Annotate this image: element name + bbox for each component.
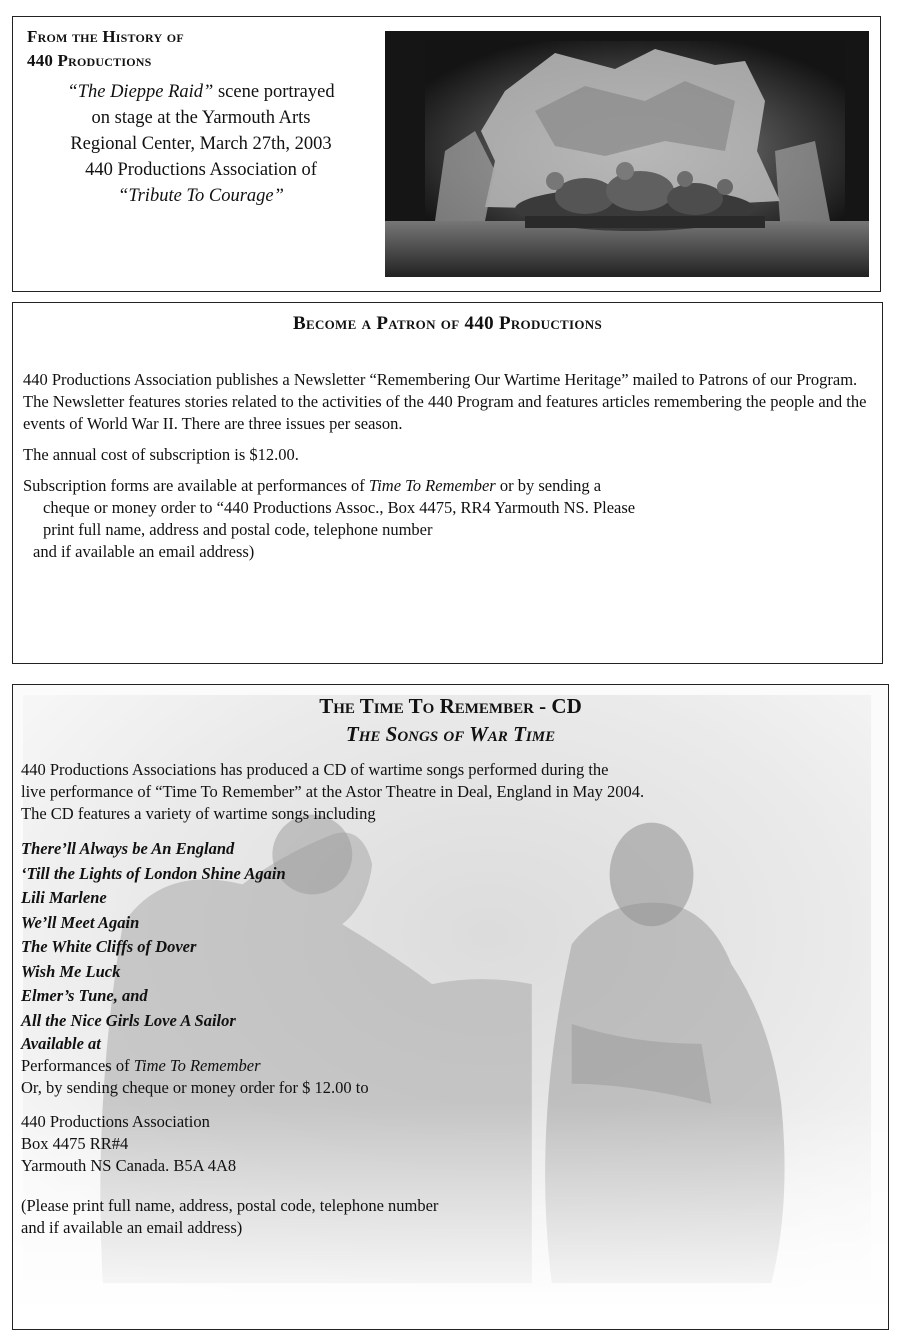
subs-line3: print full name, address and postal code, telephone number	[43, 520, 433, 539]
subs-line1-post: or by sending a	[495, 476, 602, 495]
list-item: The White Cliffs of Dover	[21, 937, 197, 956]
patron-para3	[23, 475, 873, 563]
patron-para1: 440 Productions Association publishes a Newsletter “Remembering Our Wartime Heritage” mailed to Patrons of our Program. The Newsletter features stories related to the activities of the 440 Program and features articles remembering the people and the events of World War II. There are three issues per season.	[23, 370, 867, 433]
patron-title: Become a Patron of 440 Productions	[293, 313, 602, 334]
address-line: Yarmouth NS Canada. B5A 4A8	[21, 1156, 237, 1175]
song-list	[21, 837, 881, 1033]
list-item: Lili Marlene	[21, 888, 107, 907]
stage-photo-art	[385, 31, 869, 277]
list-item: Wish Me Luck	[21, 961, 121, 981]
cd-panel	[12, 684, 889, 1330]
cd-intro-line2: live performance of “Time To Remember” at the Astor Theatre in Deal, England in May 2004.	[21, 782, 645, 801]
cd-subtitle: The Songs of War Time	[345, 722, 556, 746]
list-item: ‘Till the Lights of London Shine Again	[21, 863, 286, 883]
history-caption	[21, 79, 381, 209]
caption-line1-rest: scene portrayed	[213, 82, 335, 102]
history-title	[27, 25, 184, 73]
subs-line4: and if available an email address)	[33, 542, 255, 561]
cd-body	[21, 759, 881, 1239]
list-item: All the Nice Girls Love A Sailor	[21, 1010, 236, 1030]
caption-line5: “Tribute To Courage”	[118, 186, 284, 206]
cd-intro-line3: The CD features a variety of wartime songs including	[21, 804, 376, 823]
history-title-line1: From the History of	[27, 27, 184, 46]
history-title-line2: 440 Productions	[27, 51, 152, 70]
stage-photo	[385, 31, 869, 277]
performances-line	[21, 1055, 881, 1077]
history-panel	[12, 16, 881, 292]
note-line1: (Please print full name, address, postal code, telephone number	[21, 1196, 439, 1215]
subs-show-title: Time To Remember	[368, 476, 496, 495]
available-at-label: Available at	[21, 1034, 101, 1053]
order-note	[21, 1195, 881, 1239]
address-line: Box 4475 RR#4	[21, 1134, 129, 1153]
caption-line3: Regional Center, March 27th, 2003	[70, 134, 332, 154]
performances-pre: Performances of	[21, 1056, 134, 1075]
patron-body	[23, 369, 873, 572]
patron-para2: The annual cost of subscription is $12.00.	[23, 445, 299, 464]
address-line: 440 Productions Association	[21, 1112, 210, 1131]
mailing-address	[21, 1111, 881, 1177]
subs-line1	[23, 475, 873, 497]
patron-panel	[12, 302, 883, 664]
subs-line1-pre: Subscription forms are available at performances of	[23, 476, 369, 495]
caption-line2: on stage at the Yarmouth Arts	[91, 108, 311, 128]
caption-line1	[21, 79, 381, 105]
cd-title: The Time To Remember - CD	[319, 694, 582, 718]
list-item: There’ll Always be An England	[21, 839, 235, 858]
list-item: We’ll Meet Again	[21, 912, 140, 932]
caption-line4: 440 Productions Association of	[85, 160, 317, 180]
note-line2: and if available an email address)	[21, 1218, 243, 1237]
scene-title: “The Dieppe Raid”	[67, 82, 214, 102]
order-line: Or, by sending cheque or money order for $ 12.00 to	[21, 1078, 369, 1097]
list-item: Elmer’s Tune, and	[21, 986, 148, 1005]
cd-intro-line1: 440 Productions Associations has produced a CD of wartime songs performed during the	[21, 760, 609, 779]
subs-line2: cheque or money order to “440 Productions Assoc., Box 4475, RR4 Yarmouth NS. Please	[43, 498, 636, 517]
performances-show-title: Time To Remember	[133, 1056, 261, 1075]
